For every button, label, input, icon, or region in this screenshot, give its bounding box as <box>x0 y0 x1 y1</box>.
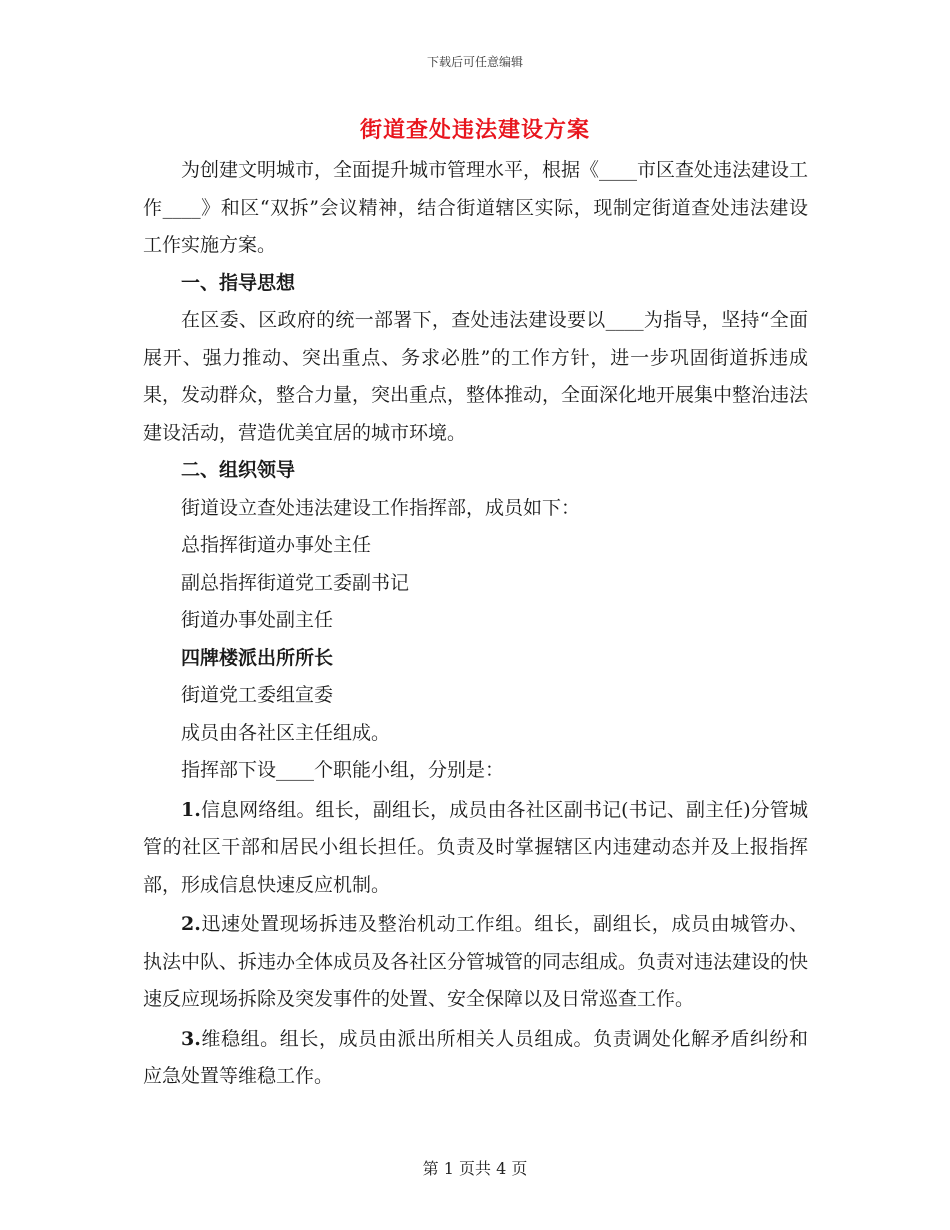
document-body <box>143 152 808 1096</box>
org-line: 指挥部下设____个职能小组，分别是： <box>181 759 505 781</box>
item-text: 信息网络组。组长，副组长，成员由各社区副书记(书记、副主任)分管城管的社区干部和居民小组长担任。负责及时掌握辖区内违建动态并及上报指挥部，形成信息快速反应机制。 <box>143 798 808 896</box>
org-line: 街道党工委组宣委 <box>181 684 334 706</box>
item-number: 1. <box>181 798 201 821</box>
section-heading-guiding: 一、指导思想 <box>181 271 296 294</box>
guiding-paragraph: 在区委、区政府的统一部署下，查处违法建设要以____为指导，坚持“全面展开、强力推动、突出重点、务求必胜”的工作方针，进一步巩固街道拆违成果，发动群众，整合力量，突出重点，整体推动，全面深化地开展集中整治违法建设活动，营造优美宜居的城市环境。 <box>143 309 809 444</box>
intro-paragraph: 为创建文明城市，全面提升城市管理水平，根据《____市区查处违法建设工作____》和区“双拆”会议精神，结合街道辖区实际，现制定街道查处违法建设工作实施方案。 <box>143 159 809 256</box>
org-line: 街道办事处副主任 <box>181 609 334 631</box>
group-item <box>143 792 808 905</box>
org-line: 四牌楼派出所所长 <box>181 646 334 669</box>
org-line: 总指挥街道办事处主任 <box>181 534 372 556</box>
page-number-footer: 第 1 页共 4 页 <box>422 1159 528 1178</box>
header-note: 下载后可任意编辑 <box>426 55 523 69</box>
org-line: 街道设立查处违法建设工作指挥部，成员如下： <box>181 496 581 519</box>
org-line: 副总指挥街道党工委副书记 <box>181 571 410 594</box>
group-item <box>143 1021 808 1096</box>
document-title: 街道查处违法建设方案 <box>359 117 590 143</box>
item-number: 2. <box>181 913 201 935</box>
org-line: 成员由各社区主任组成。 <box>181 721 391 744</box>
group-item <box>143 906 808 1019</box>
item-text: 维稳组。组长，成员由派出所相关人员组成。负责调处化解矛盾纠纷和应急处置等维稳工作。 <box>143 1027 808 1087</box>
item-number: 3. <box>181 1027 201 1050</box>
item-text: 迅速处置现场拆违及整治机动工作组。组长，副组长，成员由城管办、执法中队、拆违办全体成员及各社区分管城管的同志组成。负责对违法建设的快速反应现场拆除及突发事件的处置、安全保障以及日常巡查工作。 <box>143 913 809 1010</box>
section-heading-organization: 二、组织领导 <box>181 459 296 481</box>
